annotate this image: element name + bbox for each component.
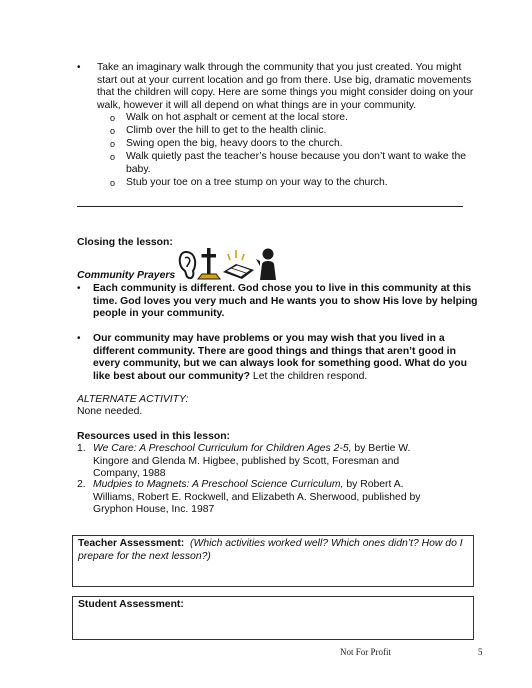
sub-item <box>126 151 476 176</box>
teacher-assessment-prompt-line: prepare for the next lesson?) <box>78 550 211 562</box>
teacher-assessment-box[interactable] <box>72 535 474 587</box>
resources-heading: Resources used in this lesson: <box>77 431 231 442</box>
sub-item-line: Walk quietly past the teacher’s house because you don’t want to wake the <box>126 151 467 162</box>
resource-title: Mudpies to Magnets: A Preschool Science Curriculum, <box>93 479 344 490</box>
resource-authors: by Bertie W. <box>351 443 411 454</box>
footer-text: Not For Profit <box>340 647 392 657</box>
sub-marker: o <box>110 178 116 188</box>
page-number: 5 <box>478 647 483 657</box>
bullet-marker: • <box>77 283 81 294</box>
student-assessment-box[interactable] <box>72 596 474 640</box>
sub-item: Swing open the big, heavy doors to the church. <box>126 138 343 149</box>
intro-line: walk, however it will all depend on what things are in your community. <box>97 99 417 111</box>
bible-icon <box>223 250 254 279</box>
resource-number: 2. <box>77 479 86 490</box>
sub-marker: o <box>110 126 116 136</box>
clipart-svg <box>176 246 280 282</box>
closing-question: like best about our community? <box>93 370 251 382</box>
closing-line: different community. There are good things and things that aren’t good in <box>93 345 456 357</box>
closing-instruction: Let the children respond. <box>250 370 368 382</box>
sub-item-line: baby. <box>126 163 151 175</box>
resource-authors: by Robert A. <box>343 479 404 490</box>
closing-line: every community, but we can always look for something good. What do you <box>93 358 467 370</box>
sub-item: Stub your toe on a tree stump on your way to the church. <box>126 177 388 188</box>
closing-heading: Closing the lesson: <box>77 237 173 248</box>
resource-line: Kingore and Glenda M. Higbee, published by Scott, Foresman and <box>93 455 400 467</box>
prayer-clipart <box>176 246 280 282</box>
resource-line <box>93 479 473 492</box>
closing-line: people in your community. <box>93 308 225 320</box>
praying-child-icon <box>256 249 276 281</box>
student-assessment-label: Student Assessment: <box>78 599 184 610</box>
intro-line: start out at your current location and go from there. Use big, dramatic movements <box>97 74 472 86</box>
closing-line: Each community is different. God chose you to live in this community at this <box>93 283 472 294</box>
resource-line: Gryphon House, Inc. 1987 <box>93 504 215 516</box>
sub-marker: o <box>110 113 116 123</box>
intro-line: that the children will copy. Here are some things you might consider doing on your <box>97 87 474 99</box>
resource-line: Company, 1988 <box>93 468 166 480</box>
resource-number: 1. <box>77 443 86 454</box>
teacher-assessment-content <box>78 538 468 563</box>
cross-icon <box>198 248 220 279</box>
sub-marker: o <box>110 139 116 149</box>
resource-line <box>93 443 473 456</box>
ear-icon <box>180 252 195 278</box>
sub-item: Climb over the hill to get to the health clinic. <box>126 125 327 136</box>
bullet-marker: • <box>77 62 81 73</box>
alternate-activity-text: None needed. <box>77 406 143 417</box>
community-prayers-heading: Community Prayers <box>77 270 176 281</box>
teacher-assessment-line <box>78 538 468 551</box>
bullet-marker: • <box>77 333 81 344</box>
resource-title: We Care: A Preschool Curriculum for Children Ages 2-5, <box>93 443 352 454</box>
teacher-assessment-label: Teacher Assessment: <box>78 538 185 549</box>
closing-line: Our community may have problems or you may wish that you lived in a <box>93 333 445 344</box>
closing-line <box>93 371 483 384</box>
teacher-assessment-prompt: (Which activities worked well? Which ones didn’t? How do I <box>190 538 463 549</box>
intro-line: Take an imaginary walk through the community that you just created. You might <box>97 62 462 73</box>
section-divider <box>77 206 463 207</box>
sub-item: Walk on hot asphalt or cement at the local store. <box>126 112 348 123</box>
closing-line: time. God loves you very much and He wants you to show His love by helping <box>93 295 478 307</box>
resource-line: Williams, Robert E. Rockwell, and Elizabeth A. Sherwood, published by <box>93 491 421 503</box>
alternate-activity-heading: ALTERNATE ACTIVITY: <box>77 394 189 405</box>
sub-marker: o <box>110 152 116 162</box>
